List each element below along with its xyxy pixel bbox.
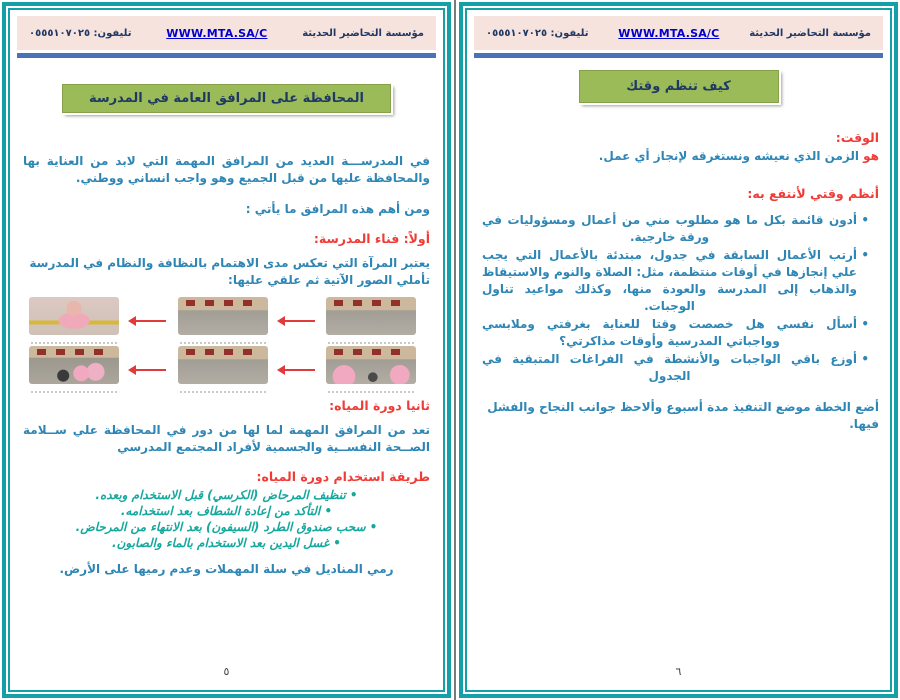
list-item: • غسل اليدين بعد الاستخدام بالماء والصابون. [23,535,430,551]
section-1-text: يعتبر المرآة التي تعكس مدى الاهتمام بالنظافة والنظام في المدرسة [29,256,430,270]
school-yard-photo [326,297,416,335]
page-number: ٥ [223,665,230,678]
school-bench-photo [29,297,119,335]
photo-cell [29,297,119,344]
document-page-6 [459,2,898,698]
time-definition-text: الزمن الذي نعيشه ونستغرقه لإنجاز أي عمل. [598,149,864,163]
answer-dotted-line [31,391,117,393]
photo-cell [326,297,416,344]
list-item: • سحب صندوق الطرد (السيفون) بعد الانتهاء من المرحاض. [23,519,430,535]
section-1-heading: أولاً: فناء المدرسة: [313,231,430,246]
list-item: • التأكد من إعادة الشطاف بعد استخدامه. [23,503,430,519]
time-heading: الوقت: [835,130,879,145]
header-divider-bar [474,53,883,58]
phone-number: تليفون: ٠٥٥٥١٠٧٠٢٥ [29,27,132,39]
list-item: • أسأل نفسي هل خصصت وقتا للعناية بغرفتي وملابسي وواجباتي المدرسية وأوقات مذاكرتي؟ [482,316,871,350]
header-divider-bar [17,53,436,58]
page-number: ٦ [675,665,682,678]
page-header [474,16,883,50]
photo-cell [326,346,416,393]
photo-cell [29,346,119,393]
list-item: • تنظيف المرحاض (الكرسي) قبل الاستخدام وبعده. [23,487,430,503]
photo-cell [178,297,268,344]
school-yard-photo [178,346,268,384]
lead-word: هو [863,149,879,163]
section-1-text-2: تأملي الصور الآتية ثم علقي عليها: [228,273,430,287]
phone-number: تليفون: ٠٥٥٥١٠٧٠٢٥ [486,27,589,39]
answer-dotted-line [31,342,117,344]
toilet-usage-list [23,487,430,551]
website-link[interactable]: WWW.MTA.SA/C [618,26,720,40]
org-name: مؤسسة التحاضير الحديثة [302,27,424,39]
answer-dotted-line [180,391,266,393]
page-title: المحافظة على المرافق العامة في المدرسة [62,84,391,113]
section-2-text: تعد من المرافق المهمة لما لها من دور في المحافظة علي ســلامة الصــحة النفســية والجسمية لأفراد المجتمع المدرسي [23,423,430,454]
intro-paragraph: في المدرســـة العديد من المرافق المهمة التي لابد من العناية بها والمحافظة عليها من قبل الجميع وهو واجب انساني ووطني. [23,154,430,185]
website-link[interactable]: WWW.MTA.SA/C [166,26,268,40]
intro-line-2: ومن أهم هذه المرافق ما يأتي : [245,202,430,216]
photo-cell [178,346,268,393]
page-6-inner [465,8,892,692]
plan-closing-note: أضع الخطة موضع التنفيذ مدة أسبوع وألاحظ جوانب النجاح والفشل فيها. [487,400,879,431]
page-divider [454,0,456,700]
answer-dotted-line [180,342,266,344]
school-yard-students-photo [326,346,416,384]
time-definition [478,148,879,165]
section-3-heading: طريقة استخدام دورة المياه: [256,469,430,484]
section-2-heading: ثانيا دورة المياه: [329,398,430,413]
answer-dotted-line [328,342,414,344]
photo-row [29,297,416,344]
classroom-students-photo [29,346,119,384]
list-item: • أرتب الأعمال السابقة في جدول، مبتدئة بالأعمال التي يجب علي إنجازها في أوقات منتظمة، مثل: الصلاة والنوم والاستيقاظ والذهاب إلى المدرسة والعودة منها، وكذلك مواعيد تناول الوجبات. [482,247,871,315]
organize-heading: أنظم وقتي لأنتفع به: [747,186,879,201]
page-title: كيف تنظم وقتك [579,70,779,103]
page-6-content [474,129,883,433]
arrow-left-icon [130,369,166,371]
photo-comparison-grid [29,297,416,393]
page-5-content [17,153,436,578]
list-item: • أدون قائمة بكل ما هو مطلوب مني من أعمال ومسؤوليات في ورقة خارجية. [482,212,871,246]
page-header [17,16,436,50]
arrow-left-icon [279,320,315,322]
org-name: مؤسسة التحاضير الحديثة [749,27,871,39]
arrow-left-icon [130,320,166,322]
list-item: • أوزع باقي الواجبات والأنشطة في الفراغات المتبقية في الجدول [482,351,871,385]
arrow-left-icon [279,369,315,371]
school-yard-photo [178,297,268,335]
answer-dotted-line [328,391,414,393]
photo-row [29,346,416,393]
time-organizing-list [482,212,871,385]
page-5-inner [8,8,445,692]
closing-note: رمي المناديل في سلة المهملات وعدم رميها على الأرض. [59,562,394,576]
document-page-5 [2,2,451,698]
